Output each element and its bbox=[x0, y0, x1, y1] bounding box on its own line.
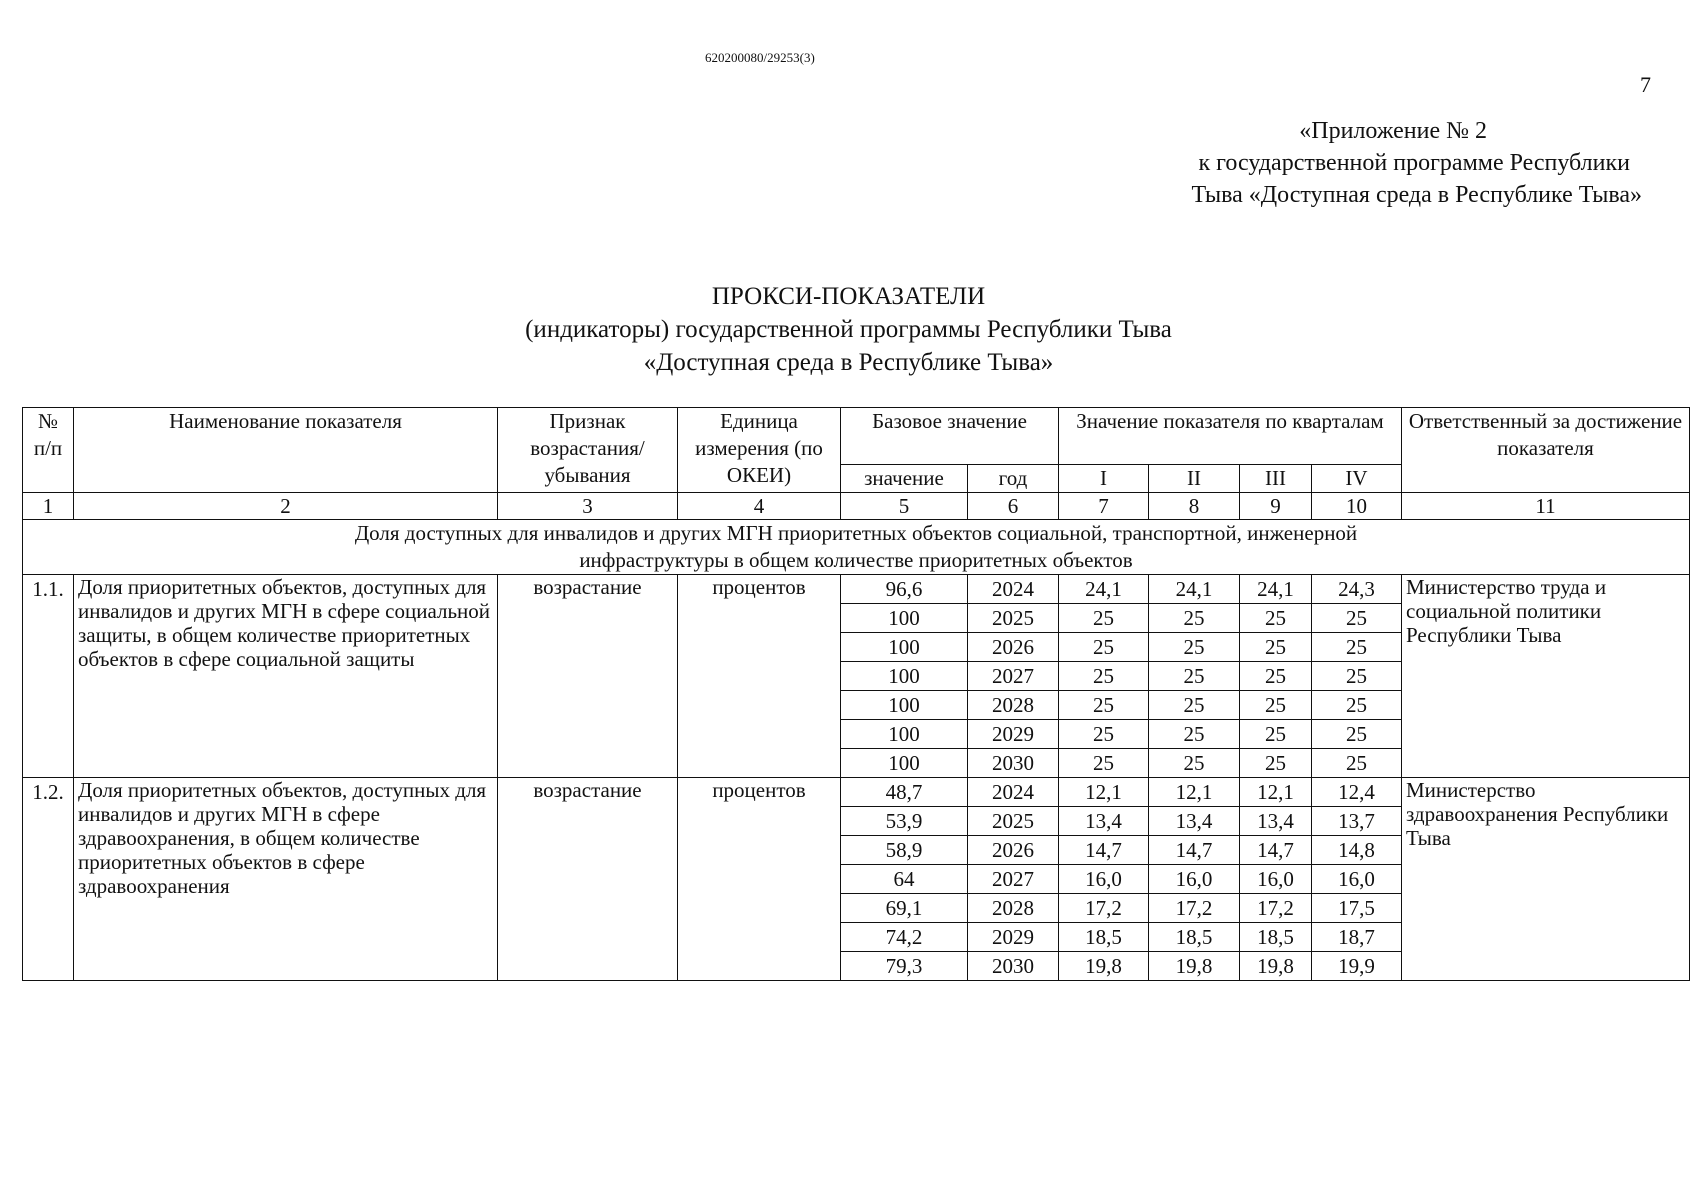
indicator-unit: процентов bbox=[678, 778, 841, 981]
base-value: 100 bbox=[841, 691, 968, 720]
q4-value: 19,9 bbox=[1312, 952, 1402, 981]
base-year: 2030 bbox=[968, 952, 1059, 981]
appendix-line-2: к государственной программе Республики bbox=[1198, 150, 1630, 176]
q2-value: 12,1 bbox=[1149, 778, 1240, 807]
header-q2: II bbox=[1149, 465, 1240, 493]
q3-value: 25 bbox=[1240, 604, 1312, 633]
q3-value: 13,4 bbox=[1240, 807, 1312, 836]
q2-value: 25 bbox=[1149, 749, 1240, 778]
q1-value: 16,0 bbox=[1059, 865, 1149, 894]
base-year: 2026 bbox=[968, 633, 1059, 662]
q1-value: 19,8 bbox=[1059, 952, 1149, 981]
q3-value: 18,5 bbox=[1240, 923, 1312, 952]
header-q4: IV bbox=[1312, 465, 1402, 493]
base-year: 2025 bbox=[968, 807, 1059, 836]
header-row-1 bbox=[23, 408, 1690, 465]
base-value: 100 bbox=[841, 604, 968, 633]
col-number: 6 bbox=[968, 493, 1059, 520]
col-number: 7 bbox=[1059, 493, 1149, 520]
q4-value: 25 bbox=[1312, 749, 1402, 778]
q2-value: 13,4 bbox=[1149, 807, 1240, 836]
q4-value: 17,5 bbox=[1312, 894, 1402, 923]
base-year: 2029 bbox=[968, 923, 1059, 952]
indicator-sign: возрастание bbox=[498, 778, 678, 981]
col-number: 9 bbox=[1240, 493, 1312, 520]
q3-value: 17,2 bbox=[1240, 894, 1312, 923]
q1-value: 14,7 bbox=[1059, 836, 1149, 865]
q3-value: 24,1 bbox=[1240, 575, 1312, 604]
base-value: 74,2 bbox=[841, 923, 968, 952]
base-year: 2029 bbox=[968, 720, 1059, 749]
indicator-name: Доля приоритетных объектов, доступных для инвалидов и других МГН в сфере здравоохранения, в общем количестве приоритетных объектов в сфере здравоохранения bbox=[74, 778, 498, 981]
q3-value: 14,7 bbox=[1240, 836, 1312, 865]
base-year: 2028 bbox=[968, 691, 1059, 720]
appendix-line-3: Тыва «Доступная среда в Республике Тыва» bbox=[1191, 182, 1642, 208]
col-number: 1 bbox=[23, 493, 74, 520]
q2-value: 18,5 bbox=[1149, 923, 1240, 952]
header-base-year: год bbox=[968, 465, 1059, 493]
base-value: 100 bbox=[841, 749, 968, 778]
q1-value: 25 bbox=[1059, 691, 1149, 720]
col-number: 8 bbox=[1149, 493, 1240, 520]
q4-value: 14,8 bbox=[1312, 836, 1402, 865]
q4-value: 25 bbox=[1312, 691, 1402, 720]
document-title bbox=[0, 280, 1697, 379]
q4-value: 16,0 bbox=[1312, 865, 1402, 894]
q1-value: 24,1 bbox=[1059, 575, 1149, 604]
title-line-3: «Доступная среда в Республике Тыва» bbox=[643, 349, 1054, 376]
q2-value: 17,2 bbox=[1149, 894, 1240, 923]
header-quarters: Значение показателя по кварталам bbox=[1059, 408, 1402, 465]
base-value: 100 bbox=[841, 720, 968, 749]
q1-value: 25 bbox=[1059, 720, 1149, 749]
header-sign: Признак возрастания/ убывания bbox=[498, 408, 678, 493]
q1-value: 18,5 bbox=[1059, 923, 1149, 952]
indicator-responsible: Министерство труда и социальной политики Республики Тыва bbox=[1402, 575, 1690, 778]
header-base: Базовое значение bbox=[841, 408, 1059, 465]
section-title: Доля доступных для инвалидов и других МГН приоритетных объектов социальной, транспортной, инженерной инфраструктуры в общем количестве приоритетных объектов bbox=[23, 520, 1690, 575]
indicator-responsible: Министерство здравоохранения Республики Тыва bbox=[1402, 778, 1690, 981]
base-value: 64 bbox=[841, 865, 968, 894]
q4-value: 25 bbox=[1312, 662, 1402, 691]
base-year: 2027 bbox=[968, 662, 1059, 691]
q2-value: 16,0 bbox=[1149, 865, 1240, 894]
q1-value: 25 bbox=[1059, 633, 1149, 662]
base-value: 69,1 bbox=[841, 894, 968, 923]
appendix-heading bbox=[942, 115, 1642, 211]
table-row bbox=[23, 575, 1690, 604]
q2-value: 25 bbox=[1149, 720, 1240, 749]
base-year: 2026 bbox=[968, 836, 1059, 865]
base-value: 48,7 bbox=[841, 778, 968, 807]
header-unit: Единица измерения (по ОКЕИ) bbox=[678, 408, 841, 493]
document-number: 620200080/29253(3) bbox=[705, 50, 815, 65]
indicator-name: Доля приоритетных объектов, доступных для инвалидов и других МГН в сфере социальной защиты, в общем количестве приоритетных объектов в сфере социальной защиты bbox=[74, 575, 498, 778]
q3-value: 25 bbox=[1240, 749, 1312, 778]
base-year: 2028 bbox=[968, 894, 1059, 923]
q3-value: 25 bbox=[1240, 691, 1312, 720]
base-year: 2024 bbox=[968, 778, 1059, 807]
col-number: 5 bbox=[841, 493, 968, 520]
base-value: 79,3 bbox=[841, 952, 968, 981]
q4-value: 25 bbox=[1312, 720, 1402, 749]
header-name: Наименование показателя bbox=[74, 408, 498, 493]
q4-value: 12,4 bbox=[1312, 778, 1402, 807]
header-num: № п/п bbox=[23, 408, 74, 493]
q2-value: 14,7 bbox=[1149, 836, 1240, 865]
q3-value: 19,8 bbox=[1240, 952, 1312, 981]
q1-value: 13,4 bbox=[1059, 807, 1149, 836]
q4-value: 18,7 bbox=[1312, 923, 1402, 952]
col-number: 2 bbox=[74, 493, 498, 520]
q3-value: 25 bbox=[1240, 720, 1312, 749]
appendix-line-1: «Приложение № 2 bbox=[1299, 118, 1487, 144]
q2-value: 19,8 bbox=[1149, 952, 1240, 981]
section-row bbox=[23, 520, 1690, 575]
q1-value: 25 bbox=[1059, 662, 1149, 691]
q2-value: 24,1 bbox=[1149, 575, 1240, 604]
column-numbers-row bbox=[23, 493, 1690, 520]
indicator-number: 1.1. bbox=[23, 575, 74, 778]
q1-value: 25 bbox=[1059, 604, 1149, 633]
col-number: 3 bbox=[498, 493, 678, 520]
indicator-sign: возрастание bbox=[498, 575, 678, 778]
q2-value: 25 bbox=[1149, 691, 1240, 720]
q3-value: 16,0 bbox=[1240, 865, 1312, 894]
base-value: 53,9 bbox=[841, 807, 968, 836]
title-line-2: (индикаторы) государственной программы Республики Тыва bbox=[525, 316, 1172, 343]
header-q3: III bbox=[1240, 465, 1312, 493]
indicator-number: 1.2. bbox=[23, 778, 74, 981]
col-number: 10 bbox=[1312, 493, 1402, 520]
base-value: 58,9 bbox=[841, 836, 968, 865]
q3-value: 12,1 bbox=[1240, 778, 1312, 807]
q1-value: 25 bbox=[1059, 749, 1149, 778]
q2-value: 25 bbox=[1149, 604, 1240, 633]
q2-value: 25 bbox=[1149, 633, 1240, 662]
indicators-table bbox=[22, 407, 1690, 981]
base-year: 2025 bbox=[968, 604, 1059, 633]
table-row bbox=[23, 778, 1690, 807]
title-line-1: ПРОКСИ-ПОКАЗАТЕЛИ bbox=[711, 283, 986, 310]
base-value: 100 bbox=[841, 633, 968, 662]
base-value: 96,6 bbox=[841, 575, 968, 604]
base-value: 100 bbox=[841, 662, 968, 691]
base-year: 2030 bbox=[968, 749, 1059, 778]
q4-value: 24,3 bbox=[1312, 575, 1402, 604]
header-q1: I bbox=[1059, 465, 1149, 493]
q3-value: 25 bbox=[1240, 662, 1312, 691]
page-number: 7 bbox=[1640, 72, 1651, 97]
col-number: 11 bbox=[1402, 493, 1690, 520]
q1-value: 17,2 bbox=[1059, 894, 1149, 923]
q2-value: 25 bbox=[1149, 662, 1240, 691]
base-year: 2027 bbox=[968, 865, 1059, 894]
header-responsible: Ответственный за достижение показателя bbox=[1402, 408, 1690, 493]
q4-value: 13,7 bbox=[1312, 807, 1402, 836]
q4-value: 25 bbox=[1312, 604, 1402, 633]
header-base-value: значение bbox=[841, 465, 968, 493]
col-number: 4 bbox=[678, 493, 841, 520]
q4-value: 25 bbox=[1312, 633, 1402, 662]
q1-value: 12,1 bbox=[1059, 778, 1149, 807]
q3-value: 25 bbox=[1240, 633, 1312, 662]
base-year: 2024 bbox=[968, 575, 1059, 604]
indicator-unit: процентов bbox=[678, 575, 841, 778]
